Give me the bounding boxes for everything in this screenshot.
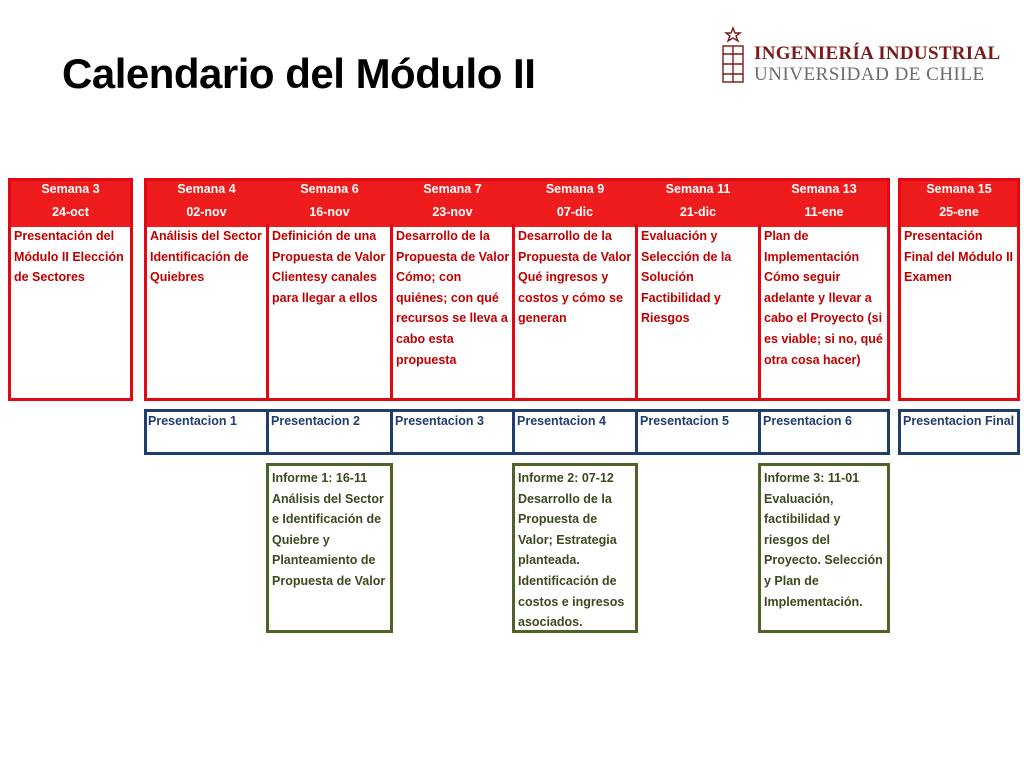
report-box: Informe 1: 16-11 Análisis del Sector e Identificación de Quiebre y Planteamiento de Propuesta de Valor [266,463,393,633]
week-content: Plan de Implementación Cómo seguir adelante y llevar a cabo el Proyecto (si es viable; si no, qué otra cosa hacer) [764,229,883,367]
week-content: Evaluación y Selección de la Solución Factibilidad y Riesgos [641,229,732,326]
week-date: 16-nov [309,205,350,219]
week-column [393,178,512,401]
logo-line-2: UNIVERSIDAD DE CHILE [754,64,985,85]
week-label: Semana 13 [791,182,857,196]
week-label: Semana 3 [41,182,100,196]
week-label: Semana 7 [423,182,482,196]
week-content: Definición de una Propuesta de Valor Clientesy canales para llegar a ellos [272,229,386,305]
week-column [11,178,130,401]
week-content: Desarrollo de la Propuesta de Valor Cómo; con quiénes; con qué recursos se lleva a cabo esta propuesta [396,229,510,367]
week-column [761,178,887,401]
presentation-cell: Presentacion 4 [517,414,606,428]
week-column [515,178,635,401]
university-seal-icon [718,26,748,88]
presentation-cell: Presentacion 2 [271,414,360,428]
week-label: Semana 4 [177,182,236,196]
week-label: Semana 6 [300,182,359,196]
week-column [147,178,266,401]
presentation-cell: Presentacion 3 [395,414,484,428]
week-date: 25-ene [939,205,979,219]
week-date: 02-nov [186,205,227,219]
week-column [901,178,1017,401]
week-content: Análisis del Sector Identificación de Quiebres [150,229,262,285]
week-column [269,178,390,401]
report-box: Informe 2: 07-12 Desarrollo de la Propuesta de Valor; Estrategia planteada. Identificación de costos e ingresos asociados. [512,463,638,633]
logo-line-1: INGENIERÍA INDUSTRIAL [754,43,1001,64]
week-date: 23-nov [432,205,473,219]
week-content: Presentación del Módulo II Elección de Sectores [14,229,124,285]
week-date: 11-ene [804,205,844,219]
week-date: 24-oct [52,205,89,219]
week-date: 07-dic [556,205,594,219]
presentation-cell: Presentacion 5 [640,414,729,428]
week-label: Semana 11 [665,182,731,196]
presentation-cell: Presentacion Final [903,414,1015,428]
week-label: Semana 9 [545,182,605,196]
week-content: Desarrollo de la Propuesta de Valor Qué ingresos y costos y cómo se generan [518,229,632,326]
week-content: Presentación Final del Módulo II Examen [904,229,1014,285]
report-box: Informe 3: 11-01 Evaluación, factibilidad y riesgos del Proyecto. Selección y Plan de Implementación. [758,463,890,633]
presentation-cell: Presentacion 1 [148,414,237,428]
week-label: Semana 15 [926,182,992,196]
week-column [638,178,758,401]
presentation-cell: Presentacion 6 [763,414,852,428]
university-logo [718,26,1001,90]
week-date: 21-dic [679,205,717,219]
page-title: Calendario del Módulo II [62,50,536,97]
